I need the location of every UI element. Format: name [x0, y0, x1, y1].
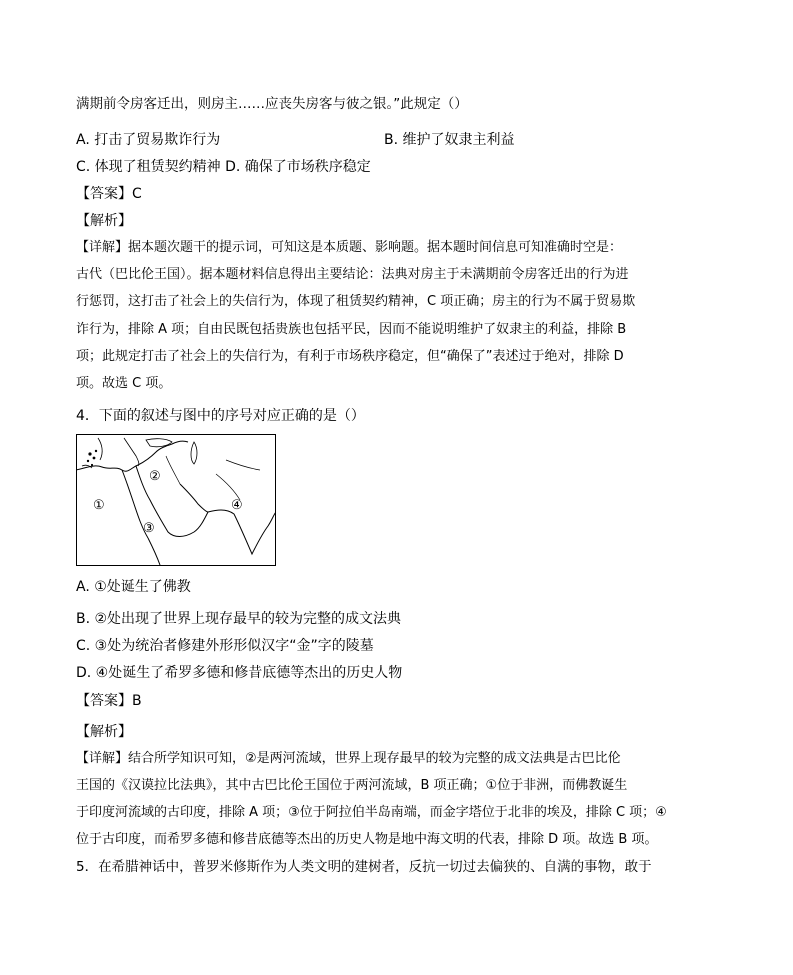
question-4-option-a: A. ①处诞生了佛教: [76, 579, 191, 595]
question-3-options-cd: C. 体现了租赁契约精神 D. 确保了市场秩序稳定: [76, 159, 371, 175]
question-3-answer: 【答案】C: [76, 186, 142, 202]
map-label-3: ③: [143, 521, 155, 536]
question-3-option-b: B. 维护了奴隶主利益: [384, 132, 515, 148]
question-4-option-d: D. ④处诞生了希罗多德和修昔底德等杰出的历史人物: [76, 665, 403, 681]
question-4-analysis-label: 【解析】: [76, 724, 132, 740]
question-3-stem-tail: 满期前令房客迁出，则房主……应丧失房客与彼之银。”此规定（）: [76, 96, 468, 112]
question-3-detail-line: 诈行为，排除 A 项；自由民既包括贵族也包括平民，因而不能说明维护了奴隶主的利益，排除 B: [76, 322, 627, 337]
question-4-detail-line: 于印度河流域的古印度，排除 A 项；③位于阿拉伯半岛南端，而金字塔位于北非的埃及，排除 C 项；④: [76, 805, 667, 820]
question-5-stem: 5．在希腊神话中，普罗米修斯作为人类文明的建树者，反抗一切过去偏狭的、自满的事物，敢于: [76, 859, 652, 875]
map-label-2: ②: [149, 469, 161, 484]
question-4-detail-line: 王国的《汉谟拉比法典》，其中古巴比伦王国位于两河流域，B 项正确；①位于非洲，而佛教诞生: [76, 778, 628, 793]
question-3-detail-line: 古代（巴比伦王国）。据本题材料信息得出主要结论：法典对房主于未满期前令房客迁出的行为进: [76, 267, 629, 282]
question-4-answer: 【答案】B: [76, 693, 142, 709]
question-3-detail-line: 项。故选 C 项。: [76, 376, 172, 391]
question-4-detail-line: 位于古印度，而希罗多德和修昔底德等杰出的历史人物是地中海文明的代表，排除 D 项。故选 B 项。: [76, 832, 658, 847]
map-drawing: [76, 434, 276, 566]
question-3-detail-line: 行惩罚，这打击了社会上的失信行为，体现了租赁契约精神，C 项正确；房主的行为不属于贸易欺: [76, 294, 636, 309]
map-label-1: ①: [93, 498, 105, 513]
question-4-detail-line: 【详解】结合所学知识可知，②是两河流域，世界上现存最早的较为完整的成文法典是古巴比伦: [76, 751, 621, 766]
question-3-detail-line: 项；此规定打击了社会上的失信行为，有利于市场秩序稳定，但“确保了”表述过于绝对，排除 D: [76, 349, 624, 364]
map-label-4: ④: [231, 498, 243, 513]
question-3-detail-line: 【详解】据本题次题干的提示词，可知这是本质题、影响题。据本题时间信息可知准确时空是：: [76, 240, 623, 255]
ancient-civilizations-map: [76, 434, 276, 566]
question-4-option-b: B. ②处出现了世界上现存最早的较为完整的成文法典: [76, 611, 402, 627]
question-4-stem: 4．下面的叙述与图中的序号对应正确的是（）: [76, 408, 365, 424]
question-4-option-c: C. ③处为统治者修建外形形似汉字“金”字的陵墓: [76, 638, 374, 654]
question-3-analysis-label: 【解析】: [76, 213, 132, 229]
question-3-option-a: A. 打击了贸易欺诈行为: [76, 132, 221, 148]
